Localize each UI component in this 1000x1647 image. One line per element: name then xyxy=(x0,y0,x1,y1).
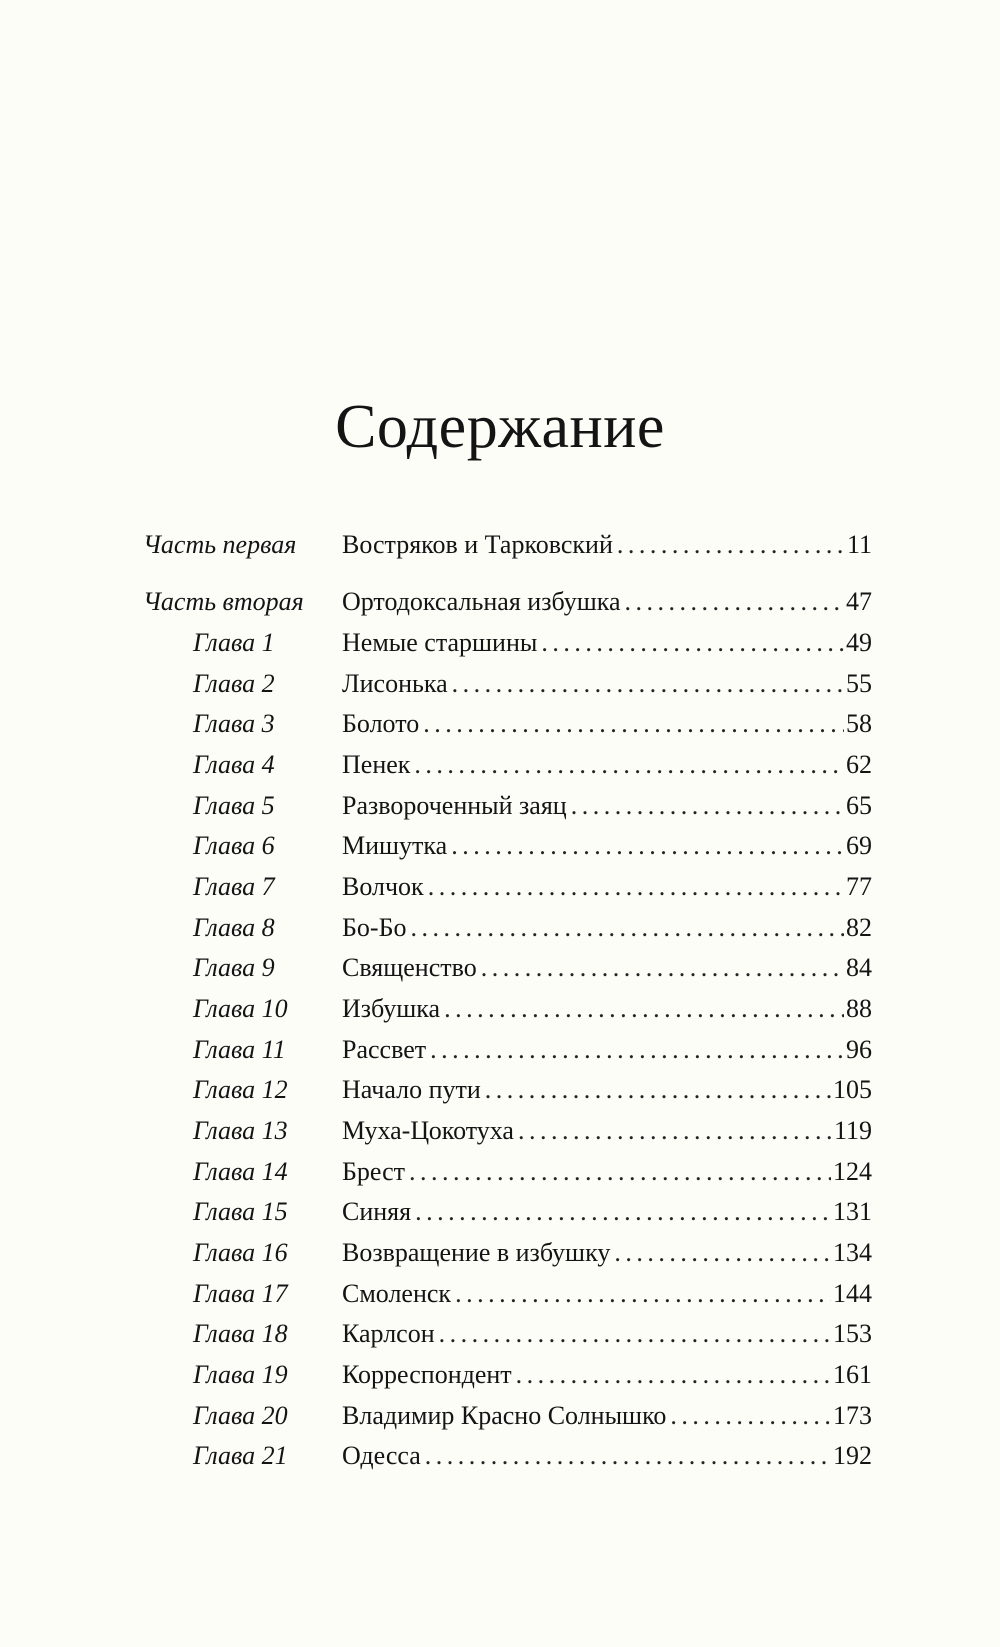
toc-row-chapter-19[interactable] xyxy=(0,1357,1000,1393)
toc-row-chapter-6[interactable] xyxy=(0,828,1000,864)
toc-row-chapter-15[interactable] xyxy=(0,1194,1000,1230)
dot-leader xyxy=(414,747,844,783)
toc-chapter-label: Глава 20 xyxy=(193,1401,288,1430)
toc-page-number: 84 xyxy=(846,953,872,982)
toc-entry-title: Мишутка xyxy=(342,831,448,860)
toc-entry-title: Брест xyxy=(342,1157,406,1186)
toc-row-chapter-4[interactable] xyxy=(0,747,1000,783)
toc-row-chapter-16[interactable] xyxy=(0,1235,1000,1271)
toc-page-number: 47 xyxy=(846,587,872,616)
toc-page-number: 82 xyxy=(846,913,872,942)
dot-leader xyxy=(428,869,844,905)
toc-page-number: 65 xyxy=(846,791,872,820)
dot-leader xyxy=(411,910,844,946)
dot-leader xyxy=(485,1072,831,1108)
toc-page-number: 105 xyxy=(833,1075,872,1104)
toc-row-chapter-17[interactable] xyxy=(0,1276,1000,1312)
toc-entry-title: Синяя xyxy=(342,1197,412,1226)
toc-chapter-label: Глава 16 xyxy=(193,1238,288,1267)
toc-chapter-label: Глава 13 xyxy=(193,1116,288,1145)
toc-row-chapter-7[interactable] xyxy=(0,869,1000,905)
toc-entry-title: Одесса xyxy=(342,1441,421,1470)
dot-leader xyxy=(614,1235,831,1271)
toc-chapter-label: Глава 17 xyxy=(193,1279,288,1308)
toc-entry-title: Ортодоксальная избушка xyxy=(342,587,621,616)
toc-page-number: 62 xyxy=(846,750,872,779)
dot-leader xyxy=(409,1154,831,1190)
toc-chapter-label: Глава 11 xyxy=(193,1035,286,1064)
dot-leader xyxy=(625,584,844,620)
toc-page-number: 192 xyxy=(833,1441,872,1470)
dot-leader xyxy=(617,527,845,563)
toc-page-number: 49 xyxy=(846,628,872,657)
toc-page-number: 119 xyxy=(833,1116,872,1145)
toc-chapter-label: Глава 4 xyxy=(193,750,275,779)
toc-row-chapter-8[interactable] xyxy=(0,910,1000,946)
toc-row-chapter-1[interactable] xyxy=(0,625,1000,661)
toc-part-label: Часть первая xyxy=(143,530,297,559)
toc-page-number: 55 xyxy=(846,669,872,698)
dot-leader xyxy=(518,1113,832,1149)
toc-entry-title: Болото xyxy=(342,709,420,738)
toc-entry-title: Волчок xyxy=(342,872,424,901)
toc-entry-title: Возвращение в избушку xyxy=(342,1238,611,1267)
toc-row-part-1[interactable] xyxy=(0,527,1000,563)
toc-row-chapter-21[interactable] xyxy=(0,1438,1000,1474)
toc-page-number: 58 xyxy=(846,709,872,738)
toc-entry-title: Карлсон xyxy=(342,1319,435,1348)
toc-page-number: 88 xyxy=(846,994,872,1023)
toc-chapter-label: Глава 10 xyxy=(193,994,288,1023)
dot-leader xyxy=(425,1438,831,1474)
toc-entry-title: Корреспондент xyxy=(342,1360,512,1389)
toc-row-chapter-9[interactable] xyxy=(0,950,1000,986)
toc-page-number: 69 xyxy=(846,831,872,860)
toc-entry-title: Пенек xyxy=(342,750,411,779)
toc-chapter-label: Глава 1 xyxy=(193,628,275,657)
toc-row-chapter-3[interactable] xyxy=(0,706,1000,742)
toc-page-number: 161 xyxy=(833,1360,872,1389)
toc-row-chapter-10[interactable] xyxy=(0,991,1000,1027)
toc-page-number: 124 xyxy=(833,1157,872,1186)
dot-leader xyxy=(452,666,844,702)
toc-chapter-label: Глава 21 xyxy=(193,1441,288,1470)
toc-entry-title: Развороченный заяц xyxy=(342,791,567,820)
dot-leader xyxy=(444,991,844,1027)
toc-page-number: 131 xyxy=(833,1197,872,1226)
page-title: Содержание xyxy=(335,393,665,461)
dot-leader xyxy=(423,706,844,742)
toc-chapter-label: Глава 6 xyxy=(193,831,275,860)
toc-chapter-label: Глава 15 xyxy=(193,1197,288,1226)
toc-page-number: 144 xyxy=(833,1279,872,1308)
toc-part-label: Часть вторая xyxy=(143,587,304,616)
dot-leader xyxy=(451,828,844,864)
dot-leader xyxy=(430,1032,844,1068)
toc-entry-title: Рассвет xyxy=(342,1035,427,1064)
toc-row-chapter-5[interactable] xyxy=(0,788,1000,824)
dot-leader xyxy=(541,625,844,661)
toc-chapter-label: Глава 3 xyxy=(193,709,275,738)
dot-leader xyxy=(439,1316,831,1352)
toc-entry-title: Бо-Бо xyxy=(342,913,407,942)
toc-row-chapter-18[interactable] xyxy=(0,1316,1000,1352)
toc-entry-title: Владимир Красно Солнышко xyxy=(342,1401,667,1430)
toc-row-chapter-14[interactable] xyxy=(0,1154,1000,1190)
toc-chapter-label: Глава 2 xyxy=(193,669,275,698)
toc-entry-title: Востряков и Тарковский xyxy=(342,530,613,559)
toc-page-number: 173 xyxy=(833,1401,872,1430)
dot-leader xyxy=(571,788,844,824)
toc-page-number: 153 xyxy=(833,1319,872,1348)
toc-entry-title: Избушка xyxy=(342,994,441,1023)
toc-row-part-2[interactable] xyxy=(0,584,1000,620)
dot-leader xyxy=(670,1398,831,1434)
toc-row-chapter-12[interactable] xyxy=(0,1072,1000,1108)
toc-page-number: 134 xyxy=(833,1238,872,1267)
toc-chapter-label: Глава 7 xyxy=(193,872,275,901)
toc-entry-title: Смоленск xyxy=(342,1279,452,1308)
toc-page-number: 96 xyxy=(846,1035,872,1064)
toc-chapter-label: Глава 9 xyxy=(193,953,275,982)
toc-chapter-label: Глава 14 xyxy=(193,1157,288,1186)
dot-leader xyxy=(455,1276,831,1312)
toc-chapter-label: Глава 18 xyxy=(193,1319,288,1348)
dot-leader xyxy=(415,1194,831,1230)
toc-chapter-label: Глава 5 xyxy=(193,791,275,820)
toc-entry-title: Муха-Цокотуха xyxy=(342,1116,514,1145)
toc-row-chapter-2[interactable] xyxy=(0,666,1000,702)
toc-page-number: 11 xyxy=(846,530,872,559)
toc-entry-title: Священство xyxy=(342,953,477,982)
toc-row-chapter-11[interactable] xyxy=(0,1032,1000,1068)
toc-chapter-label: Глава 19 xyxy=(193,1360,288,1389)
toc-row-chapter-13[interactable] xyxy=(0,1113,1000,1149)
toc-row-chapter-20[interactable] xyxy=(0,1398,1000,1434)
toc-chapter-label: Глава 12 xyxy=(193,1075,288,1104)
toc-entry-title: Начало пути xyxy=(342,1075,481,1104)
dot-leader xyxy=(516,1357,831,1393)
dot-leader xyxy=(481,950,844,986)
toc-page-number: 77 xyxy=(846,872,872,901)
toc-chapter-label: Глава 8 xyxy=(193,913,275,942)
toc-entry-title: Лисонька xyxy=(342,669,448,698)
toc-entry-title: Немые старшины xyxy=(342,628,538,657)
